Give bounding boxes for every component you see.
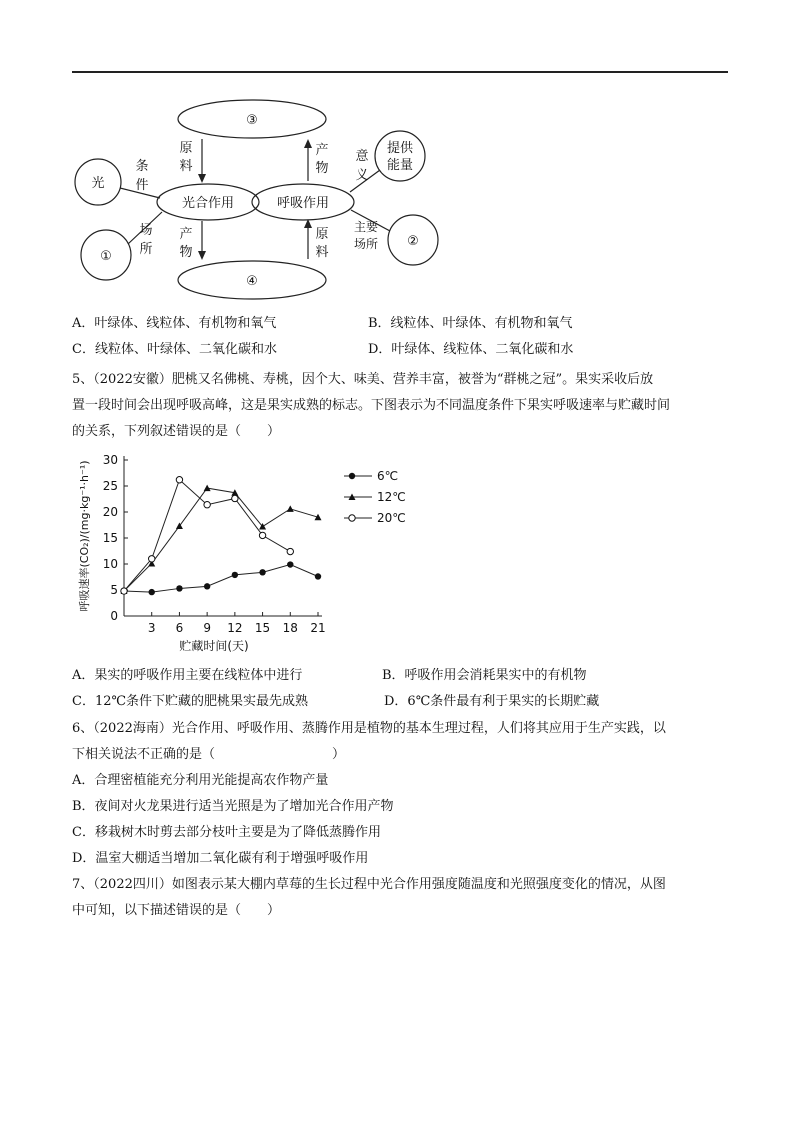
label-1: ① — [100, 249, 112, 264]
photosynthesis-respiration-diagram — [70, 92, 460, 307]
label-light: 光 — [91, 176, 105, 191]
label-raw-1a: 原 — [179, 141, 193, 156]
legend-marker-2 — [349, 515, 355, 521]
label-raw-2a: 原 — [315, 227, 329, 242]
q7-line-1: 7、（2022四川）如图表示某大棚内草莓的生长过程中光合作用强度随温度和光照强度变化的情况，从图 — [72, 877, 666, 892]
energy-circle — [375, 131, 425, 181]
y-tick-label-10: 10 — [102, 557, 118, 571]
y-tick-label-20: 20 — [102, 505, 118, 519]
q6-option-b[interactable]: B．夜间对火龙果进行适当光照是为了增加光合作用产物 — [72, 799, 394, 814]
q5-line-2: 置一段时间会出现呼吸高峰，这是果实成熟的标志。下图表示为不同温度条件下果实呼吸速率与贮藏时间 — [72, 398, 671, 413]
q5-option-d[interactable]: D．6℃条件最有利于果实的长期贮藏 — [384, 694, 600, 709]
label-2: ② — [407, 234, 419, 249]
q5-stem — [72, 367, 732, 445]
label-site-2: 所 — [139, 242, 153, 257]
q4-option-b[interactable]: B．线粒体、叶绿体、有机物和氧气 — [368, 316, 573, 331]
y-tick-label-25: 25 — [102, 479, 118, 493]
series-1-point-3 — [204, 485, 211, 492]
q6-option-d[interactable]: D．温室大棚适当增加二氧化碳有利于增强呼吸作用 — [72, 851, 369, 866]
series-line-0 — [124, 565, 318, 593]
q5-line-1: 5、（2022安徽）肥桃又名佛桃、寿桃，因个大、味美、营养丰富，被誉为“群桃之冠”。果实采收后放 — [72, 372, 654, 387]
q4-option-c[interactable]: C．线粒体、叶绿体、二氧化碳和水 — [72, 342, 277, 357]
series-0-point-4 — [232, 572, 238, 578]
q5-option-c[interactable]: C．12℃条件下贮藏的肥桃果实最先成熟 — [72, 694, 309, 709]
series-2-point-0 — [121, 588, 127, 594]
series-0-point-2 — [176, 585, 182, 591]
y-tick-label-5: 5 — [110, 583, 118, 597]
label-product-1a: 产 — [315, 143, 329, 158]
label-main: 主要 — [353, 220, 379, 234]
q7-line-2: 中可知，以下描述错误的是（ ） — [72, 903, 281, 918]
series-0-point-1 — [149, 589, 155, 595]
label-raw-2b: 料 — [315, 245, 329, 260]
label-condition-1: 条 — [135, 159, 149, 174]
legend-marker-0 — [349, 473, 355, 479]
series-1-point-6 — [287, 505, 294, 512]
label-energy-2: 能量 — [386, 158, 414, 173]
label-4: ④ — [246, 274, 258, 289]
x-tick-label-9: 9 — [203, 621, 211, 635]
q6-option-a[interactable]: A．合理密植能充分利用光能提高农作物产量 — [72, 773, 329, 788]
legend-label-2: 20℃ — [377, 511, 406, 525]
y-tick-label-30: 30 — [102, 453, 118, 467]
x-tick-label-21: 21 — [310, 621, 326, 635]
x-tick-label-6: 6 — [175, 621, 184, 635]
series-2-point-2 — [176, 477, 182, 483]
label-raw-1b: 料 — [179, 159, 193, 174]
label-product-2a: 产 — [179, 227, 193, 242]
y-axis-label: 呼吸速率(CO₂)/(mg·kg⁻¹·h⁻¹) — [78, 460, 91, 612]
series-2-point-4 — [232, 495, 238, 501]
label-site-1: 场 — [139, 223, 153, 238]
y-tick-label-0: 0 — [110, 609, 118, 623]
q6-option-c[interactable]: C．移栽树木时剪去部分枝叶主要是为了降低蒸腾作用 — [72, 825, 381, 840]
q4-option-d[interactable]: D．叶绿体、线粒体、二氧化碳和水 — [368, 342, 574, 357]
series-2-point-6 — [287, 548, 293, 554]
y-tick-label-15: 15 — [102, 531, 118, 545]
q6-block — [72, 716, 732, 872]
series-0-point-5 — [259, 569, 265, 575]
x-tick-label-3: 3 — [147, 621, 156, 635]
q4-option-a[interactable]: A．叶绿体、线粒体、有机物和氧气 — [72, 316, 277, 331]
label-respiration: 呼吸作用 — [276, 196, 330, 211]
series-2-point-5 — [259, 532, 265, 538]
label-mainsite: 场所 — [353, 237, 379, 251]
x-tick-label-18: 18 — [282, 621, 298, 635]
legend-label-1: 12℃ — [377, 490, 406, 504]
label-product-1b: 物 — [315, 161, 329, 176]
label-3: ③ — [246, 113, 258, 128]
label-condition-2: 件 — [135, 178, 149, 193]
series-0-point-3 — [204, 583, 210, 589]
q5-line-3: 的关系，下列叙述错误的是（ ） — [72, 424, 281, 439]
x-axis-label: 贮藏时间(天) — [179, 639, 249, 653]
label-energy-1: 提供 — [386, 141, 414, 156]
series-2-point-3 — [204, 502, 210, 508]
label-meaning-2: 义 — [355, 168, 369, 183]
series-line-1 — [124, 488, 318, 591]
legend-label-0: 6℃ — [377, 469, 399, 483]
respiration-rate-chart — [72, 444, 432, 664]
series-0-point-7 — [315, 573, 321, 579]
series-2-point-1 — [149, 556, 155, 562]
label-photosynthesis: 光合作用 — [181, 196, 235, 211]
series-0-point-6 — [287, 561, 293, 567]
x-tick-label-12: 12 — [227, 621, 243, 635]
q5-option-b[interactable]: B．呼吸作用会消耗果实中的有机物 — [382, 668, 587, 683]
q5-option-a[interactable]: A．果实的呼吸作用主要在线粒体中进行 — [72, 668, 303, 683]
label-product-2b: 物 — [179, 245, 193, 260]
header-rule — [72, 71, 728, 73]
q7-block — [72, 872, 732, 924]
x-tick-label-15: 15 — [254, 621, 271, 635]
q6-line-1: 6、（2022海南）光合作用、呼吸作用、蒸腾作用是植物的基本生理过程，人们将其应用于生产实践，以 — [72, 721, 666, 736]
q6-line-2: 下相关说法不正确的是（ ） — [72, 747, 346, 762]
label-meaning-1: 意 — [355, 149, 369, 164]
